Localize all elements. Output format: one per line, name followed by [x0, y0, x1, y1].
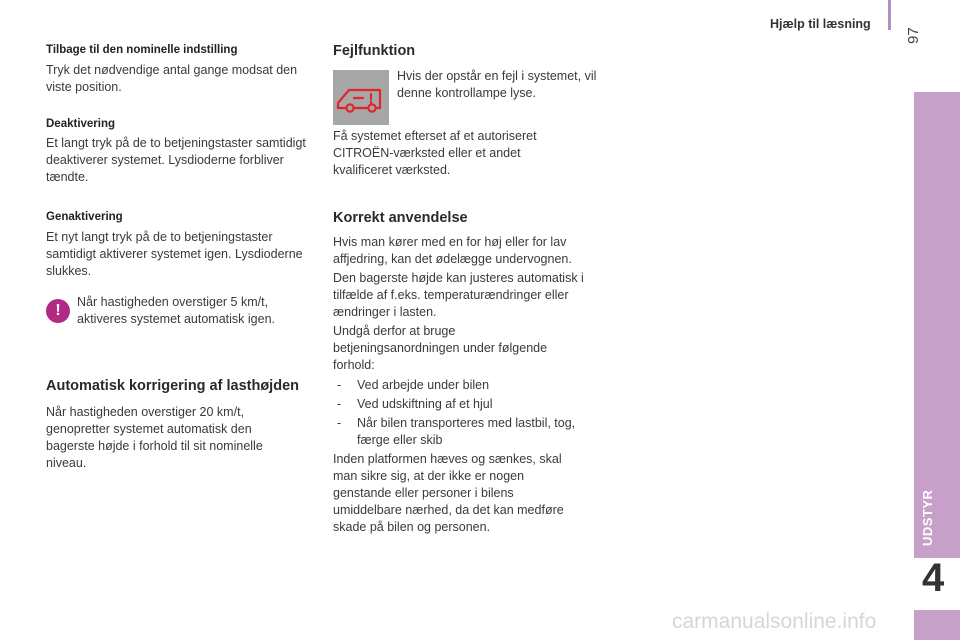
correct-use-paragraph-2: Den bagerste højde kan justeres automatisk i tilfælde af f.eks. temperaturændringer eller ændringer i lasten. [333, 271, 584, 319]
section-title-auto-correction: Automatisk korrigering af lasthøjden [46, 378, 299, 394]
list-item: Når bilen transporteres med lastbil, tog, færge eller skib [357, 416, 576, 447]
correct-use-paragraph-3: Undgå derfor at bruge betjeningsanordningen under følgende forhold: [333, 324, 548, 372]
section-title-deactivation: Deaktivering [46, 118, 116, 130]
section-body-fault: Få systemet efterset af et autoriseret CITROËN-værksted eller et andet kvalificeret værksted. [333, 129, 537, 177]
section-body-deactivation: Et langt tryk på de to betjeningstaster samtidigt deaktiverer systemet. Lysdioderne forbliver tændte. [46, 136, 306, 184]
list-item: Ved udskiftning af et hjul [357, 397, 493, 411]
bullet-icon: - [337, 416, 342, 430]
correct-use-paragraph-1: Hvis man kører med en for høj eller for lav affjedring, kan det ødelægge undervognen. [333, 235, 572, 266]
bullet-icon: - [337, 397, 342, 411]
header-title: Hjælp til læsning [770, 17, 871, 31]
section-title-nominal: Tilbage til den nominelle indstilling [46, 44, 238, 56]
correct-use-paragraph-4: Inden platformen hæves og sænkes, skal man sikre sig, at der ikke er nogen genstande eller personer i bilens umiddelbare nærhed, da det kan medføre skade på bilen og personen. [333, 452, 564, 534]
fault-lamp-text: Hvis der opstår en fejl i systemet, vil denne kontrollampe lyse. [397, 69, 597, 100]
page-number: 97 [905, 27, 922, 44]
section-title-reactivation: Genaktivering [46, 211, 123, 223]
list-item: Ved arbejde under bilen [357, 378, 490, 392]
header-rule [888, 0, 891, 30]
warning-note: Når hastigheden overstiger 5 km/t, aktiveres systemet automatisk igen. [77, 295, 275, 326]
section-body-nominal: Tryk det nødvendige antal gange modsat den viste position. [46, 63, 298, 94]
section-body-reactivation: Et nyt langt tryk på de to betjeningstaster samtidigt aktiverer systemet igen. Lysdioderne slukkes. [46, 230, 303, 278]
fault-lamp-icon [333, 70, 389, 125]
footer-watermark[interactable]: carmanualsonline.info [672, 610, 877, 633]
side-tab-label: UDSTYR [920, 489, 935, 546]
section-title-fault: Fejlfunktion [333, 43, 416, 59]
bullet-icon: - [337, 378, 342, 392]
section-body-auto-correction: Når hastigheden overstiger 20 km/t, genopretter systemet automatisk den bagerste højde i forhold til sit nominelle niveau. [46, 405, 263, 470]
chapter-number: 4 [922, 556, 945, 600]
section-title-correct-use: Korrekt anvendelse [333, 210, 468, 226]
warning-icon: ! [46, 299, 70, 323]
